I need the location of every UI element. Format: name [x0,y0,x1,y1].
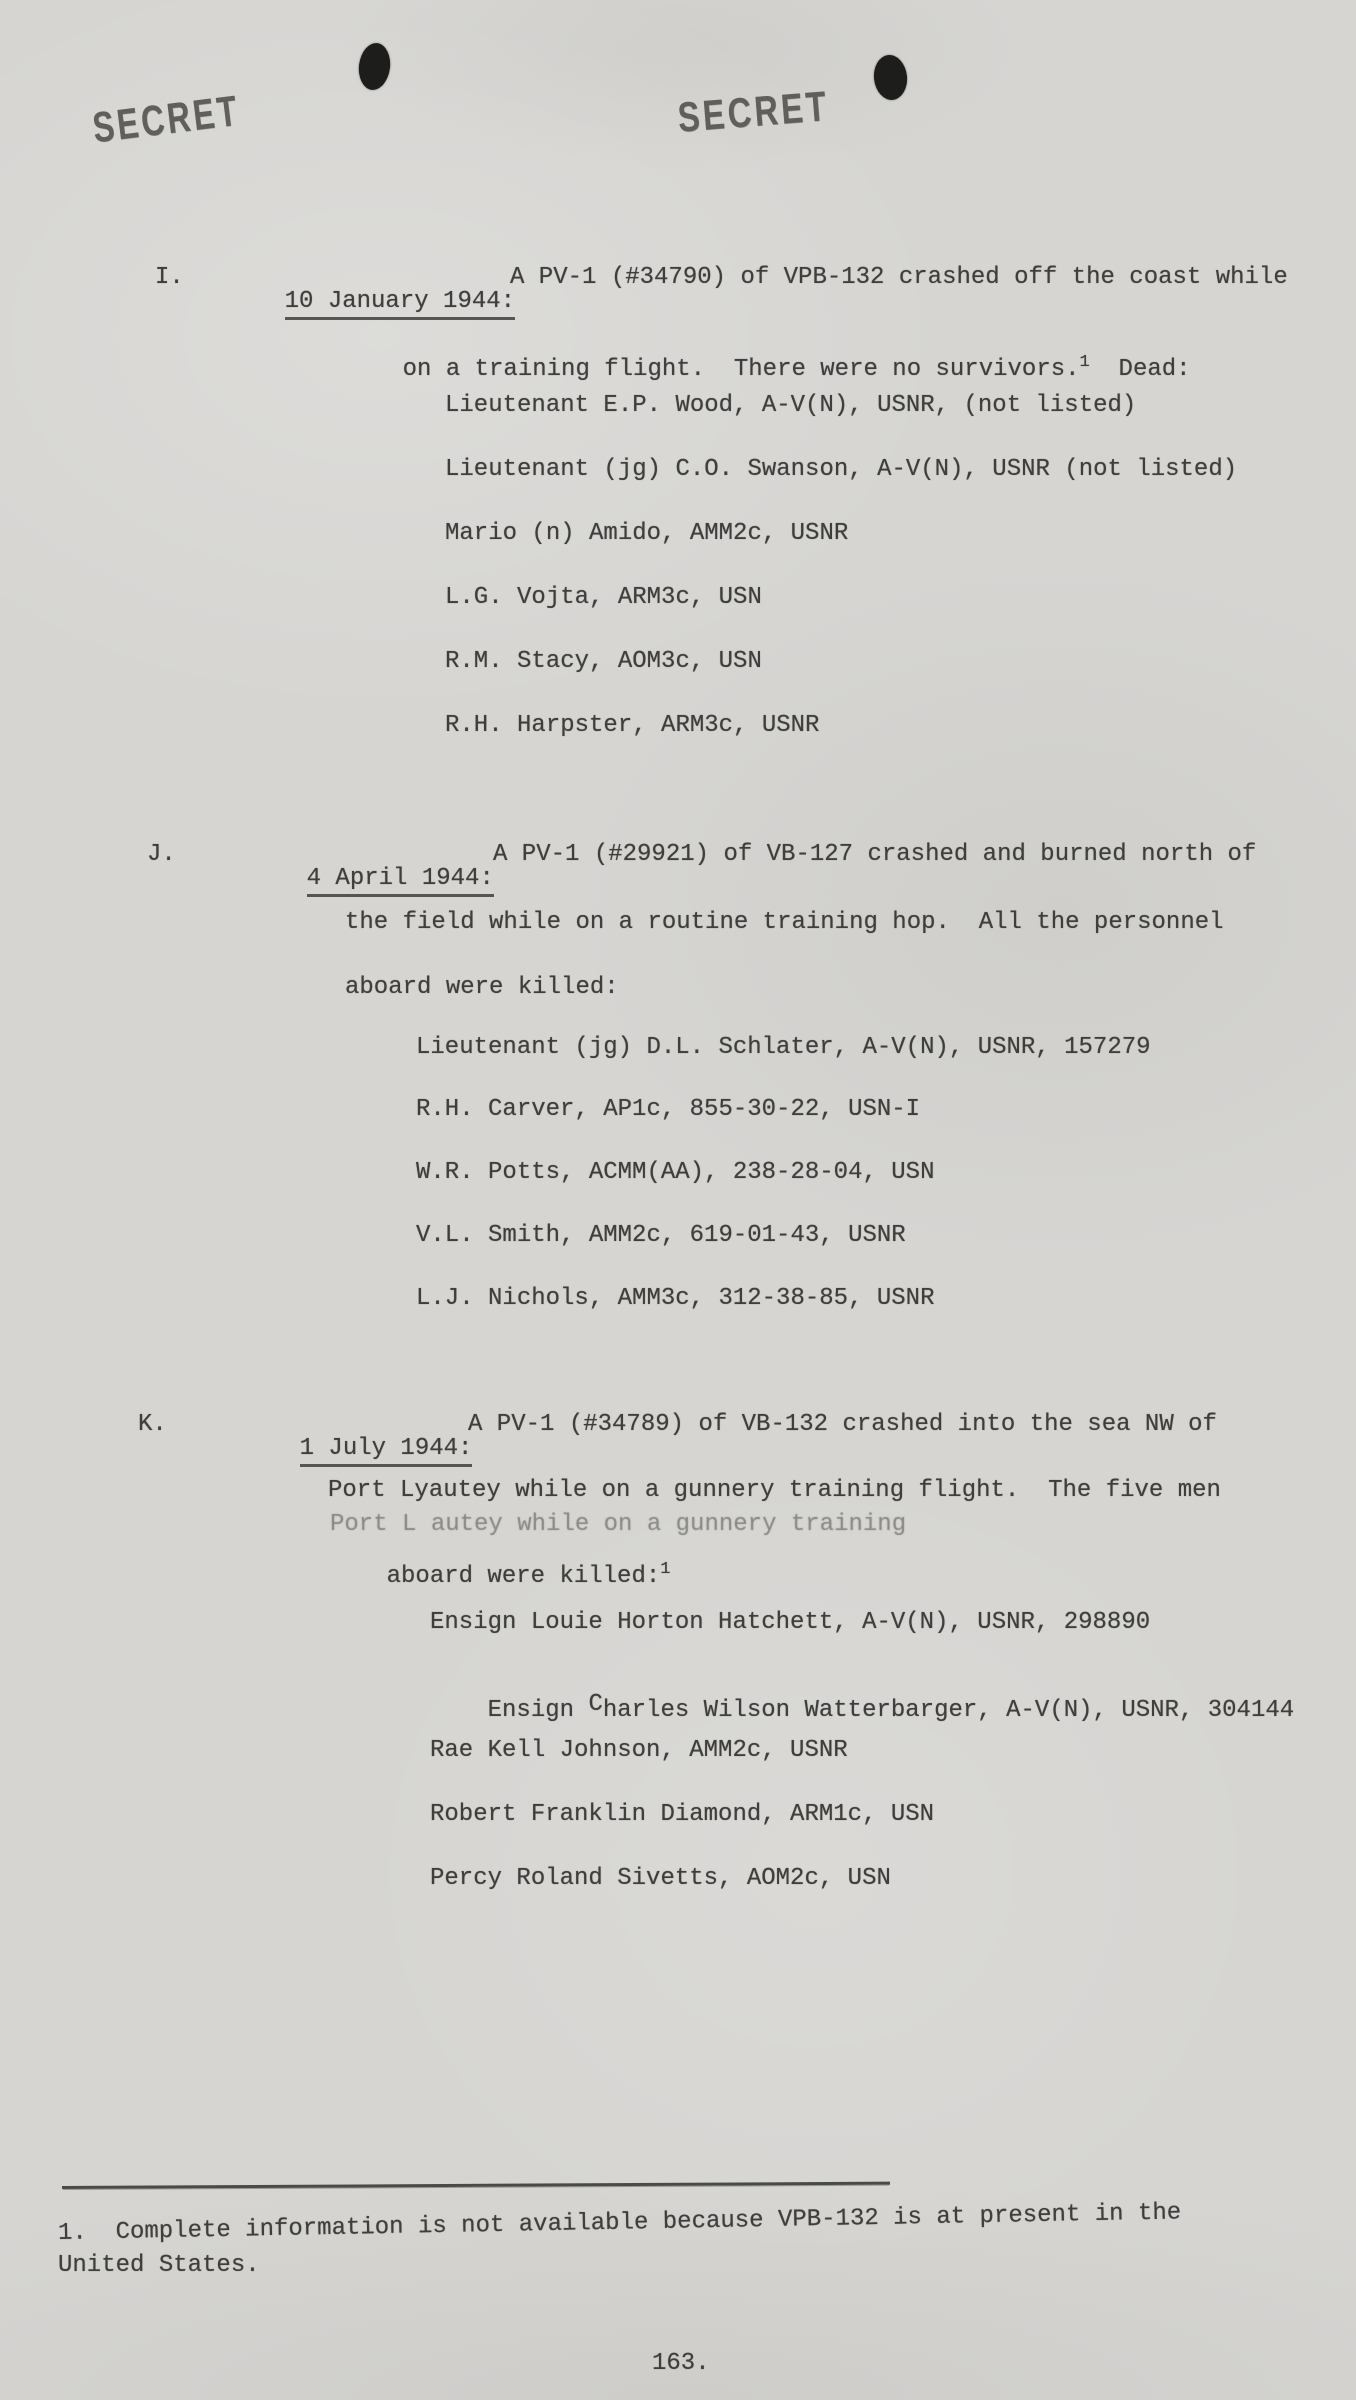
punch-hole-right [872,53,910,101]
casualty-name: V.L. Smith, AMM2c, 619-01-43, USNR [416,1222,906,1249]
ghost-double-strike-line: Port L autey while on a gunnery training [330,1511,907,1538]
casualty-name: R.H. Harpster, ARM3c, USNR [445,712,820,739]
casualty-name: Mario (n) Amido, AMM2c, USNR [445,520,849,547]
casualty-name: Lieutenant (jg) C.O. Swanson, A-V(N), USNR (not listed) [445,456,1238,483]
page-number: 163. [652,2350,710,2377]
section-j-date [249,843,494,915]
section-k-body-text: aboard were killed: [386,1563,661,1590]
section-i-date [227,266,515,338]
footnote-line: United States. [58,2252,260,2279]
casualty-name: Percy Roland Sivetts, AOM2c, USN [430,1865,891,1892]
section-i-body-dead-label: Dead: [1089,356,1191,383]
section-j-letter: J. [147,841,176,868]
section-j-body-line: the field while on a routine training hop. All the personnel [345,909,1224,936]
casualty-name: Lieutenant (jg) D.L. Schlater, A-V(N), USNR, 157279 [416,1034,1151,1061]
section-i-body-text: on a training flight. There were no survivors. [402,356,1080,383]
footnote-line: 1. Complete information is not available because VPB-132 is at present in the [57,2199,1182,2247]
section-k-letter: K. [138,1411,167,1438]
footnote-rule [62,2182,890,2189]
footnote-ref-1: 1 [1079,353,1090,372]
casualty-name-part: harles Wilson Watterbarger, A-V(N), USNR, 304144 [602,1697,1295,1724]
section-k-date-underlined: 1 July 1944: [300,1435,473,1467]
casualty-name: Rae Kell Johnson, AMM2c, USNR [430,1737,848,1764]
casualty-name: Ensign Louie Horton Hatchett, A-V(N), USNR, 298890 [430,1609,1151,1636]
secret-stamp-right: SECRET [676,82,831,141]
casualty-name: Lieutenant E.P. Wood, A-V(N), USNR, (not listed) [445,392,1137,419]
section-k-body-line: Port Lyautey while on a gunnery training flight. The five men [328,1477,1221,1504]
casualty-name: R.H. Carver, AP1c, 855-30-22, USN-I [416,1096,921,1123]
section-i-letter: I. [155,264,184,291]
punch-hole-left [356,41,392,91]
section-i-heading-text: A PV-1 (#34790) of VPB-132 crashed off the coast while [510,264,1288,291]
section-k-body-line [329,1541,670,1615]
section-k-date [242,1413,472,1485]
casualty-name: L.G. Vojta, ARM3c, USN [445,584,762,611]
raised-typewriter-char: C [588,1691,603,1718]
section-i-date-underlined: 10 January 1944: [285,288,515,320]
footnote-ref-1: 1 [660,1560,671,1579]
secret-stamp-left: SECRET [90,85,243,152]
casualty-name: R.M. Stacy, AOM3c, USN [445,648,762,675]
section-k-heading-text: A PV-1 (#34789) of VB-132 crashed into the sea NW of [468,1411,1217,1438]
section-j-heading-text: A PV-1 (#29921) of VB-127 crashed and burned north of [493,841,1257,868]
casualty-name-part: Ensign [487,1697,589,1724]
section-j-body-line: aboard were killed: [345,974,619,1001]
section-j-date-underlined: 4 April 1944: [307,865,494,897]
casualty-name: W.R. Potts, ACMM(AA), 238-28-04, USN [416,1159,935,1186]
casualty-name: Robert Franklin Diamond, ARM1c, USN [430,1801,935,1828]
casualty-name: L.J. Nichols, AMM3c, 312-38-85, USNR [416,1285,935,1312]
